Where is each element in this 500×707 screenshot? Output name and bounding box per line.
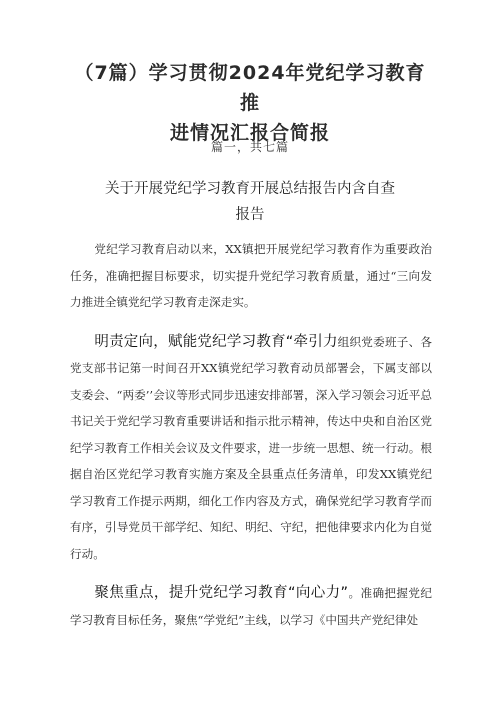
paragraph-3-text: 。准确把握党纪学习教育目标任务，聚焦“学党纪”主线，以学习《中国共产党纪律处 xyxy=(70,586,432,627)
paragraph-1 xyxy=(70,236,432,316)
document-body xyxy=(70,236,432,633)
chapter-label: 篇一，共七篇 xyxy=(210,140,289,154)
document-title-line-1: （7篇）学习贯彻2024年党纪学习教育推 xyxy=(74,62,426,114)
paragraph-2-lead: 明责定向，赋能党纪学习教育“牵引力 xyxy=(94,333,338,350)
paragraph-3-lead: 聚焦重点，提升党纪学习教育“向心力” xyxy=(94,585,349,601)
document-title-line-2: 进情况汇报合简报 xyxy=(169,122,330,144)
document-title xyxy=(70,58,430,148)
paragraph-2-text: 组织党委班子、各党支部书记第一时间召开XX镇党纪学习教育动员部署会，下属支部以支委会、“两委’’会议等形式同步迅速安排部署，深入学习领会习近平总书记关于党纪学习教育重要讲话和指示批示精神，传达中央和自治区党纪学习教育工作相关会议及文件要求，进一步统一思想、统一行动。根据自治区党纪学习教育实施方案及全县重点任务清单，印发XX镇党纪学习教育工作提示两期，细化工作内容及方式，确保党纪学习教育学而有序，引导党员干部学纪、知纪、明纪、守纪，把他律要求内化为自觉行动。 xyxy=(70,334,432,561)
section-title-line-2: 报告 xyxy=(235,207,265,223)
paragraph-3 xyxy=(70,580,432,633)
paragraph-2 xyxy=(70,329,432,568)
section-title xyxy=(70,176,430,228)
section-title-line-1: 关于开展党纪学习教育开展总结报告内含自查 xyxy=(105,181,395,197)
paragraph-1-text: 党纪学习教育启动以来，XX镇把开展党纪学习教育作为重要政治任务，准确把握目标要求，切实提升党纪学习教育质量，通过“三向发力推进全镇党纪学习教育走深走实。 xyxy=(70,242,432,309)
